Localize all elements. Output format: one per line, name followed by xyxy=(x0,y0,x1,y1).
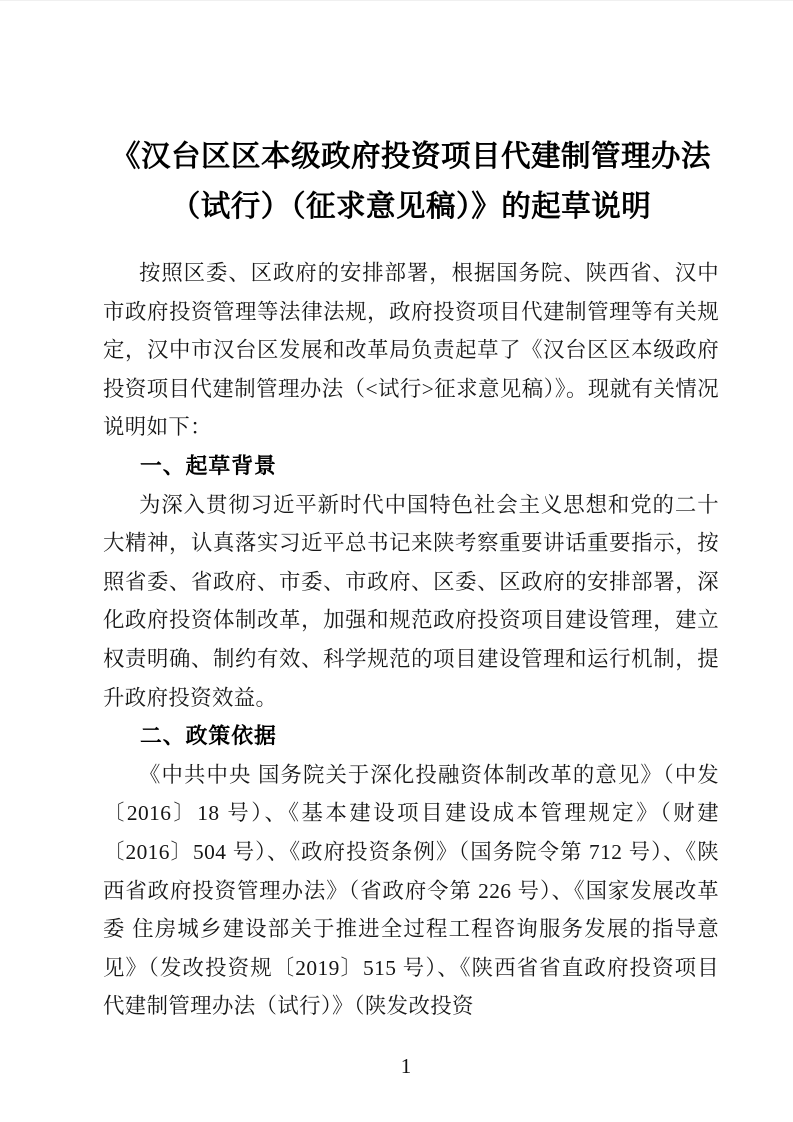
section-heading-background: 一、起草背景 xyxy=(140,452,277,478)
document-title-line-1: 《汉台区区本级政府投资项目代建制管理办法 xyxy=(110,141,711,173)
document-content xyxy=(103,1,719,1026)
paragraph-background: 为深入贯彻习近平新时代中国特色社会主义思想和党的二十大精神，认真落实习近平总书记来陕考察重要讲话重要指示，按照省委、省政府、市委、市政府、区委、区政府的安排部署，深化政府投资体制改革，加强和规范政府投资项目建设管理，建立权责明确、制约有效、科学规范的项目建设管理和运行机制，提升政府投资效益。 xyxy=(103,492,719,710)
document-body xyxy=(103,254,719,1026)
document-title xyxy=(103,132,719,232)
section-heading-policy: 二、政策依据 xyxy=(140,723,277,749)
page-number: 1 xyxy=(400,1054,412,1078)
document-title-line-2: （试行）（征求意见稿）》的起草说明 xyxy=(170,191,652,223)
paragraph-policy: 《中共中央 国务院关于深化投融资体制改革的意见》（中发〔2016〕18 号）、《基本建设项目建设成本管理规定》（财建〔2016〕504 号）、《政府投资条例》（国务院令第 712 号）、《陕西省政府投资管理办法》（省政府令第 226 号）、《国家发展改革委 住房城乡建设部关于推进全过程工程咨询服务发展的指导意见》（发改投资规〔2019〕515 号）、《陕西省省直政府投资项目代建制管理办法（试行）》（陕发改投资 xyxy=(103,762,719,1019)
paragraph-intro: 按照区委、区政府的安排部署，根据国务院、陕西省、汉中市政府投资管理等法律法规，政府投资项目代建制管理等有关规定，汉中市汉台区发展和改革局负责起草了《汉台区区本级政府投资项目代建制管理办法（<试行>征求意见稿）》。现就有关情况说明如下： xyxy=(103,261,719,440)
